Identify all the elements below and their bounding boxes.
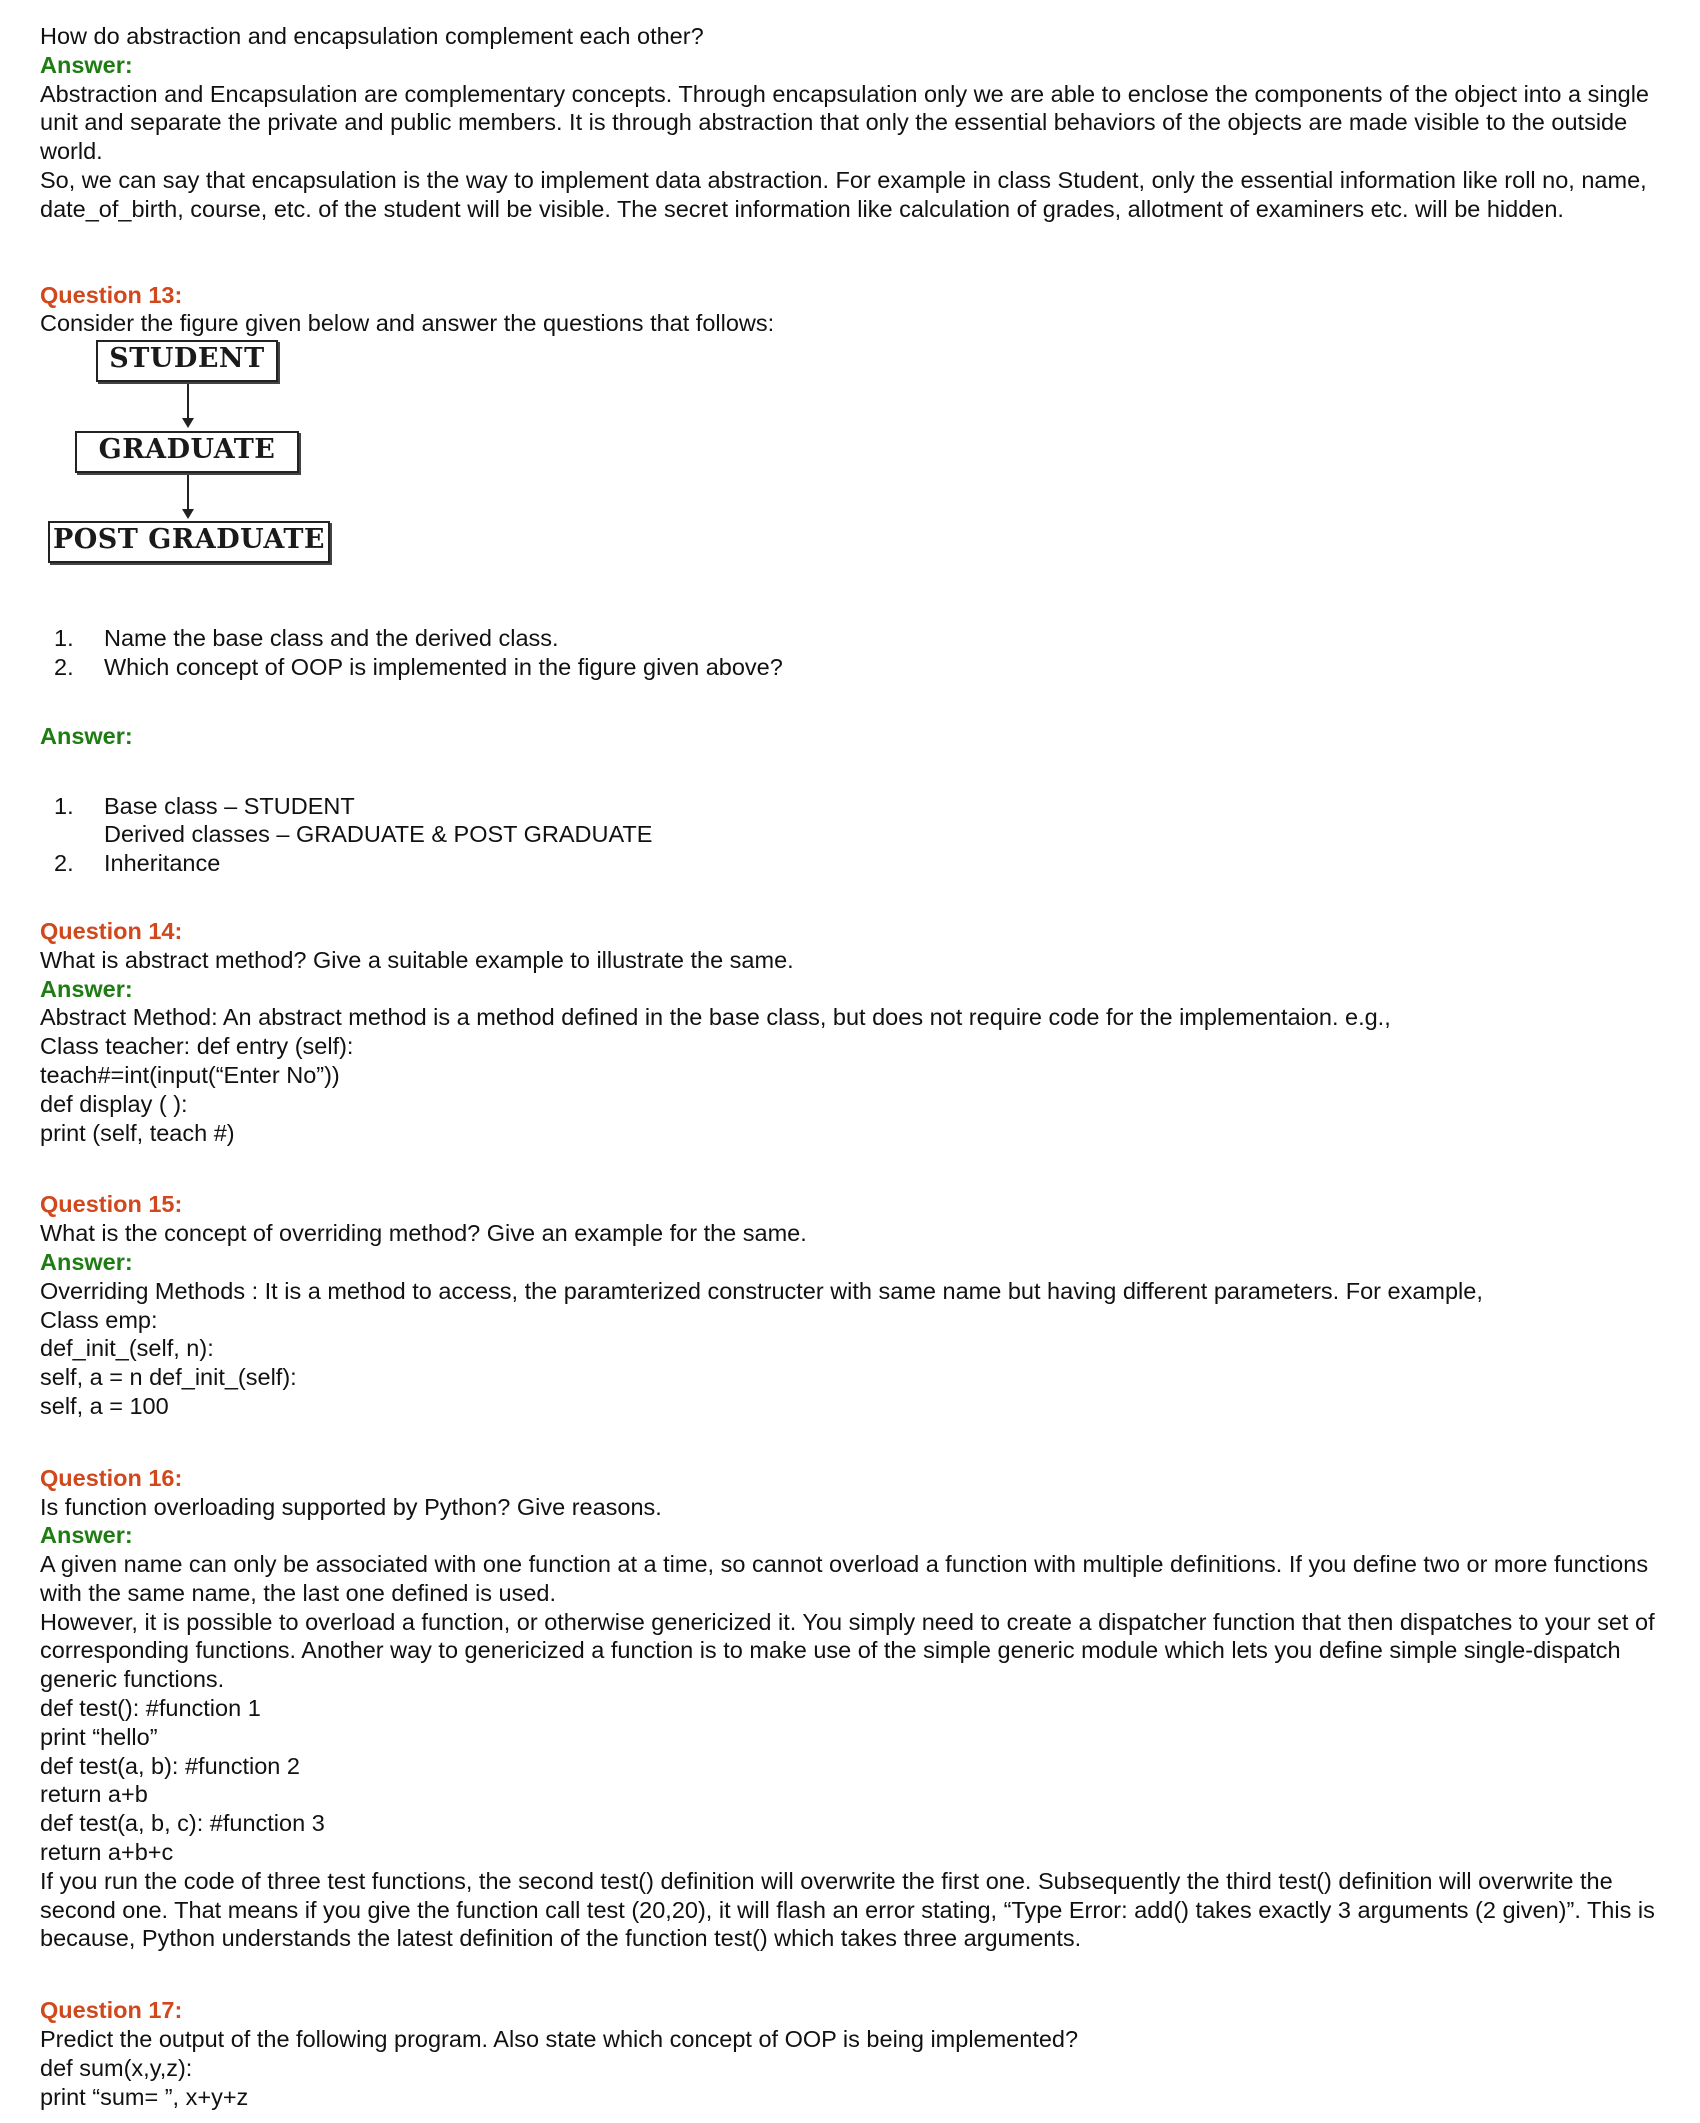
code-line: print “hello”	[40, 1723, 158, 1750]
code-line: def test(a, b, c): #function 3	[40, 1810, 325, 1837]
question-heading: Question 17:	[40, 1997, 183, 2024]
question-list	[40, 624, 1680, 682]
answer-line: Overriding Methods : It is a method to access, the paramterized constructer with same name but having different parameters. For example,	[40, 1277, 1483, 1304]
code-line: Class teacher: def entry (self):	[40, 1033, 354, 1060]
question-text: What is abstract method? Give a suitable example to illustrate the same.	[40, 946, 794, 973]
answer-line: Abstract Method: An abstract method is a method defined in the base class, but does not require code for the implementaion. e.g.,	[40, 1004, 1391, 1031]
code-line: def sum(x,y,z):	[40, 2054, 193, 2081]
question-heading: Question 14:	[40, 917, 183, 944]
question-heading: Question 16:	[40, 1464, 183, 1491]
answer-label: Answer:	[40, 975, 133, 1002]
list-item: 2. Inheritance	[54, 850, 221, 877]
arrowhead-icon	[182, 418, 194, 428]
question-text: Consider the figure given below and answer the questions that follows:	[40, 310, 775, 337]
answer-label: Answer:	[40, 1248, 133, 1275]
answer-label: Answer:	[40, 51, 133, 78]
code-line: def display ( ):	[40, 1090, 188, 1117]
arrowhead-icon	[182, 509, 194, 519]
code-line: def test(): #function 1	[40, 1695, 261, 1722]
code-line: self, a = 100	[40, 1392, 169, 1419]
answer-label: Answer:	[40, 1522, 133, 1549]
code-line: Class emp:	[40, 1306, 158, 1333]
answer-paragraph: A given name can only be associated with one function at a time, so cannot overload a function with multiple definitions. If you define two or more functions with the same name, the last one defined is used.	[40, 1551, 1649, 1606]
answer-paragraph: However, it is possible to overload a function, or otherwise genericized it. You simply need to create a dispatcher function that then dispatches to your set of corresponding functions. Another way to genericized a function is to make use of the simple generic module which lets you define simple single-dispatch generic functions.	[40, 1608, 1655, 1693]
section-question-16	[40, 1464, 1680, 1954]
section-abstraction-encapsulation	[40, 22, 1680, 224]
class-box-graduate: GRADUATE	[75, 431, 299, 473]
section-question-15	[40, 1190, 1680, 1420]
code-line: print (self, teach #)	[40, 1119, 235, 1146]
code-line: def_init_(self, n):	[40, 1335, 214, 1362]
answer-paragraph: Abstraction and Encapsulation are complementary concepts. Through encapsulation only we are able to enclose the components of the object into a single unit and separate the private and public members. It is through abstraction that only the essential behaviors of the objects are made visible to the outside world.	[40, 80, 1650, 165]
code-line: self, a = n def_init_(self):	[40, 1364, 297, 1391]
answer-label: Answer:	[40, 722, 133, 749]
section-question-14	[40, 917, 1680, 1147]
answer-paragraph: If you run the code of three test functions, the second test() definition will overwrite the first one. Subsequently the third test() definition will overwrite the second one. That means if you give the function call test (20,20), it will flash an error stating, “Type Error: add() takes exactly 3 arguments (2 given)”. This is because, Python understands the latest definition of the function test() which takes three arguments.	[40, 1867, 1655, 1952]
inheritance-diagram	[40, 340, 360, 570]
code-line: teach#=int(input(“Enter No”))	[40, 1061, 340, 1088]
question-text: What is the concept of overriding method? Give an example for the same.	[40, 1220, 807, 1247]
section-question-13	[40, 281, 1680, 878]
question-text: Is function overloading supported by Python? Give reasons.	[40, 1493, 662, 1520]
list-item: 2. Which concept of OOP is implemented in the figure given above?	[54, 653, 783, 680]
section-question-17	[40, 1996, 1680, 2111]
class-box-student: STUDENT	[96, 340, 278, 382]
question-heading: Question 15:	[40, 1191, 183, 1218]
list-item-continuation: Derived classes – GRADUATE & POST GRADUATE	[104, 821, 653, 848]
question-text: How do abstraction and encapsulation complement each other?	[40, 23, 704, 49]
code-line: print “sum= ”, x+y+z	[40, 2083, 249, 2110]
list-item: 1. Base class – STUDENT Derived classes – GRADUATE & POST GRADUATE	[54, 792, 653, 848]
code-line: return a+b	[40, 1781, 148, 1808]
answer-paragraph: So, we can say that encapsulation is the way to implement data abstraction. For example in class Student, only the essential information like roll no, name, date_of_birth, course, etc. of the student will be visible. The secret information like calculation of grades, allotment of examiners etc. will be hidden.	[40, 166, 1647, 222]
code-line: return a+b+c	[40, 1839, 174, 1866]
question-heading: Question 13:	[40, 281, 183, 308]
code-line: def test(a, b): #function 2	[40, 1752, 300, 1779]
answer-list	[40, 792, 1680, 878]
list-item: 1. Name the base class and the derived class.	[54, 625, 559, 652]
document-content	[40, 22, 1680, 2111]
class-box-post-graduate: POST GRADUATE	[48, 521, 330, 563]
question-text: Predict the output of the following program. Also state which concept of OOP is being implemented?	[40, 2026, 1079, 2053]
